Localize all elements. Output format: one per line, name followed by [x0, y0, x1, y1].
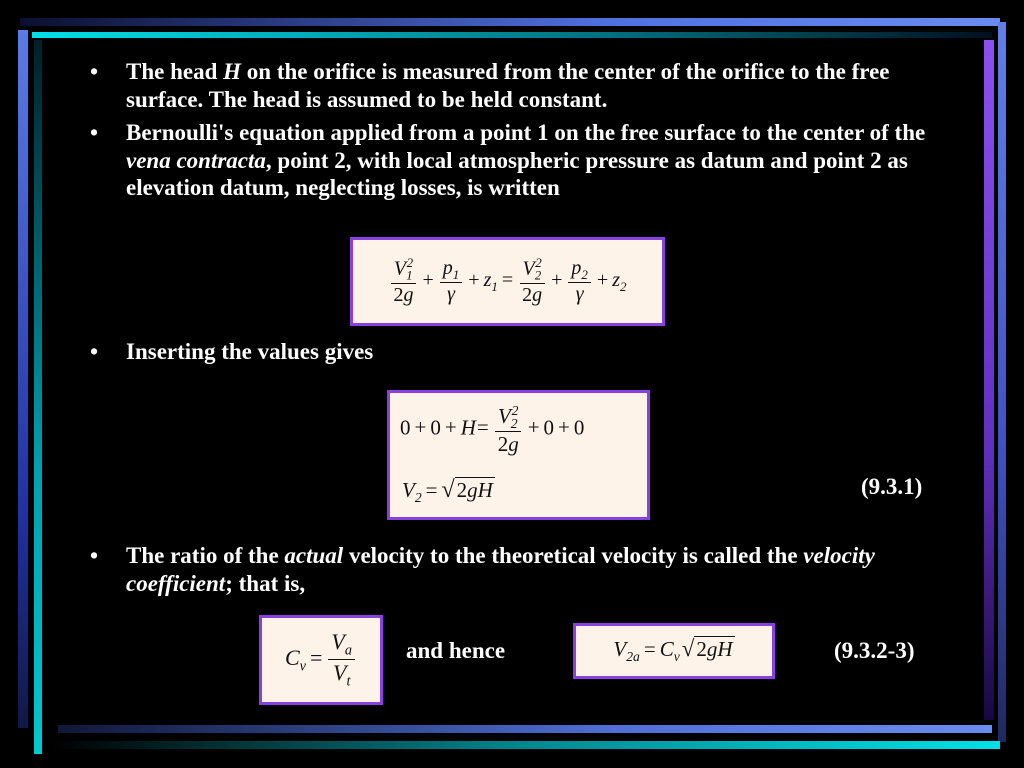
equation-label-9-3-2-3: (9.3.2-3) [834, 638, 915, 663]
bottom-frame-bar [58, 725, 992, 733]
bottom-frame-bar-inner [50, 741, 1000, 749]
actual-velocity-equation: $V_{2a} = C_v√2gH$ [573, 623, 775, 679]
bernoulli-equation: $\frac{V_1^2}{2g}$ + $\frac{p_1}{\gamma}$ + $z_1$ = $\frac{V_2^2}{2g}$ + $\frac{p_2}{\gamma}$ + $z_2$ [350, 237, 665, 326]
and-hence-text: and hence [406, 638, 506, 663]
left-frame-bar-inner [34, 40, 42, 754]
right-frame-bar-inner [984, 40, 994, 720]
right-frame-bar [998, 22, 1006, 742]
bullet-dot: • [90, 339, 99, 364]
top-frame-bar-inner [32, 32, 992, 38]
bullet-dot: • [90, 59, 99, 84]
velocity-equation: 0 + 0 + H= $\frac{V_2^2}{2g}$ + 0 + 0 $V_2 = √2gH$ [387, 390, 650, 520]
bullet-dot: • [90, 120, 99, 145]
velocity-coefficient-equation: $C_v$ = $\frac{V_a}{V_t}$ [259, 615, 383, 705]
equation-label-9-3-1: (9.3.1) [861, 474, 923, 499]
left-frame-bar [18, 30, 28, 728]
bullet-dot: • [90, 543, 99, 568]
top-frame-bar [20, 18, 1000, 26]
